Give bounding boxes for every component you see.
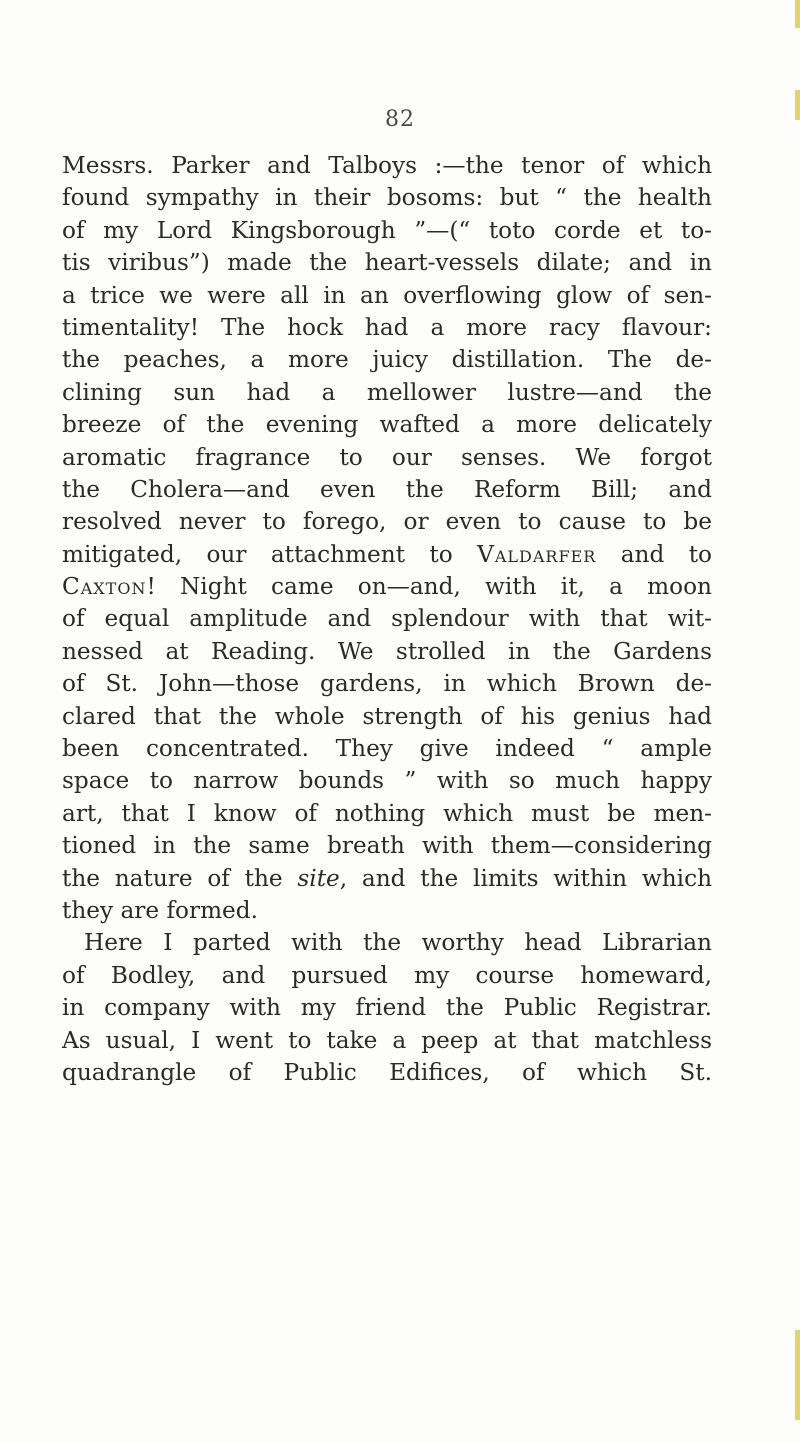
text-segment: of Bodley, and pursued my course homeward, — [62, 961, 712, 989]
text-line — [62, 280, 712, 312]
text-segment: art, that I know of nothing which must be men- — [62, 799, 712, 827]
text-segment: space to narrow bounds ” with so much happy — [62, 767, 712, 795]
small-caps-name: Valdarfer — [477, 540, 597, 568]
text-line — [62, 636, 712, 668]
text-line — [62, 830, 712, 862]
text-segment: clining sun had a mellower lustre—and the — [62, 378, 712, 406]
text-line — [62, 150, 712, 182]
text-line — [62, 895, 712, 927]
text-line — [62, 960, 712, 992]
text-segment: found sympathy in their bosoms: but “ the health — [62, 184, 712, 212]
text-line — [62, 182, 712, 214]
text-segment: they are formed. — [62, 896, 258, 924]
text-segment: nessed at Reading. We strolled in the Gardens — [62, 637, 712, 665]
text-segment: of my Lord Kingsborough ”—(“ toto corde et to- — [62, 216, 712, 244]
text-line — [62, 668, 712, 700]
text-line — [62, 1025, 712, 1057]
text-line — [62, 603, 712, 635]
text-line — [62, 506, 712, 538]
text-line — [62, 474, 712, 506]
italic-word: site — [297, 864, 340, 892]
text-segment: breeze of the evening wafted a more delicately — [62, 411, 712, 439]
text-segment: the nature of the — [62, 864, 298, 892]
text-segment: As usual, I went to take a peep at that matchless — [62, 1026, 712, 1054]
text-segment: the peaches, a more juicy distillation. The de- — [62, 346, 712, 374]
text-segment: of equal amplitude and splendour with that wit- — [62, 605, 712, 633]
text-segment: a trice we were all in an overflowing glow of sen- — [62, 281, 712, 309]
text-line — [62, 571, 712, 603]
text-line — [62, 312, 712, 344]
text-line — [62, 442, 712, 474]
text-line — [62, 1057, 712, 1089]
text-segment: tioned in the same breath with them—considering — [62, 832, 712, 860]
text-line — [62, 539, 712, 571]
text-segment: aromatic fragrance to our senses. We forgot — [62, 443, 712, 471]
text-segment: resolved never to forego, or even to cause to be — [62, 508, 712, 536]
text-line — [62, 798, 712, 830]
text-line — [62, 992, 712, 1024]
text-line — [62, 927, 712, 959]
text-line — [62, 765, 712, 797]
text-segment: timentality! The hock had a more racy flavour: — [62, 313, 712, 341]
page-edge-stain — [795, 1330, 800, 1420]
text-line — [62, 863, 712, 895]
text-line — [62, 377, 712, 409]
text-line — [62, 733, 712, 765]
text-segment: and to — [596, 540, 712, 568]
small-caps-name: Caxton — [62, 573, 147, 601]
text-segment: in company with my friend the Public Registrar. — [62, 994, 712, 1022]
text-line — [62, 344, 712, 376]
text-segment: been concentrated. They give indeed “ ample — [62, 735, 712, 763]
text-segment: the Cholera—and even the Reform Bill; and — [62, 475, 712, 503]
text-segment: clared that the whole strength of his genius had — [62, 702, 712, 730]
text-line — [62, 247, 712, 279]
body-text — [62, 150, 712, 1089]
text-line — [62, 215, 712, 247]
page-number: 82 — [385, 107, 415, 132]
text-segment: mitigated, our attachment to — [62, 540, 478, 568]
text-line — [62, 701, 712, 733]
text-line — [62, 409, 712, 441]
text-segment: quadrangle of Public Edifices, of which St. — [62, 1058, 712, 1086]
text-segment: ! Night came on—and, with it, a moon — [146, 573, 712, 601]
text-segment: Messrs. Parker and Talboys :—the tenor of which — [62, 152, 712, 179]
text-segment: Here I parted with the worthy head Librarian — [84, 929, 712, 957]
text-segment: tis viribus”) made the heart-vessels dilate; and in — [62, 249, 712, 277]
text-segment: , and the limits within which — [339, 864, 713, 892]
text-segment: of St. John—those gardens, in which Brown de- — [62, 670, 712, 698]
page-edge-stain — [795, 0, 800, 28]
